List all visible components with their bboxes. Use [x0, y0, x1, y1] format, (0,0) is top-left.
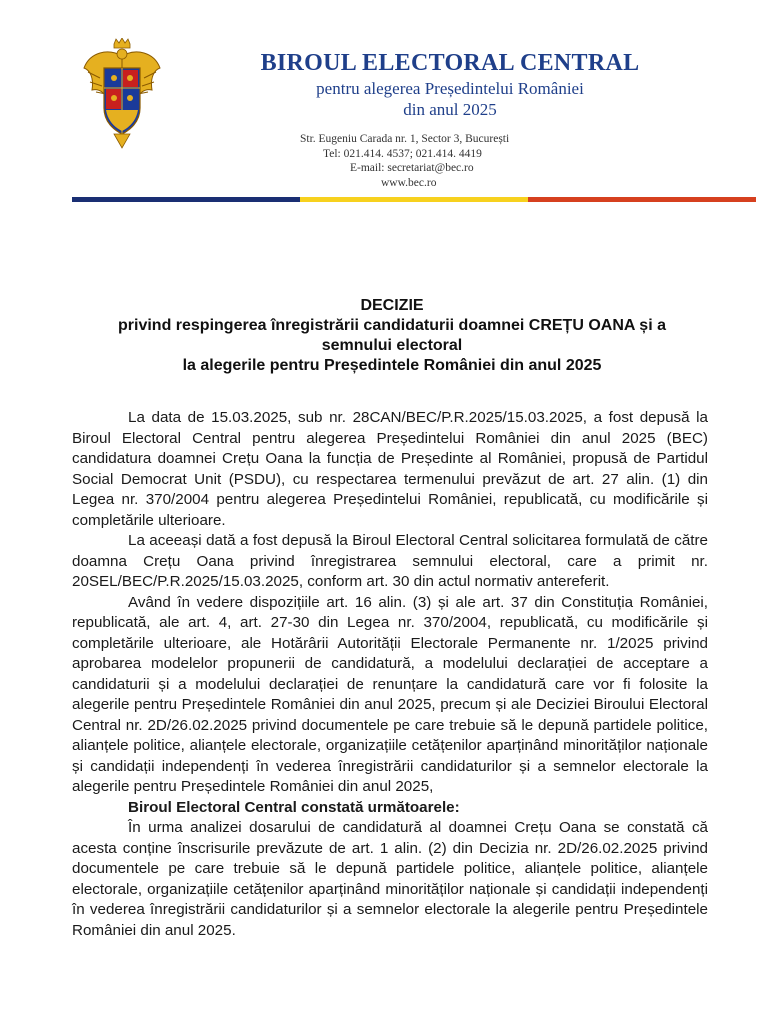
org-title: BIROUL ELECTORAL CENTRAL: [260, 50, 640, 76]
email: E-mail: secretariat@bec.ro: [350, 162, 474, 174]
flag-blue-stripe: [72, 197, 300, 202]
document-body: [72, 408, 708, 941]
flag-red-stripe: [528, 197, 756, 202]
flag-yellow-stripe: [300, 197, 528, 202]
document-title: [72, 296, 712, 376]
paragraph: La data de 15.03.2025, sub nr. 28CAN/BEC/P.R.2025/15.03.2025, a fost depusă la Biroul Electoral Central pentru alegerea Președintelui României din anul 2025 (BEC) candidatura doamnei Crețu Oana la funcția de Președinte al României, propusă de Partidul Social Democrat Unit (PSDU), cu respectarea termenului prevăzut de art. 27 alin. (1) din Legea nr. 370/2004 pentru alegerea Președintelui României, republicată, cu modificările și completările ulterioare.: [72, 409, 708, 529]
website: www.bec.ro: [381, 176, 437, 189]
flag-divider: [72, 197, 756, 202]
letterhead: [190, 48, 710, 120]
coat-of-arms-icon: [80, 38, 164, 150]
paragraph: În urma analizei dosarului de candidatură al doamnei Crețu Oana se constată că acesta conține înscrisurile prevăzute de art. 1 alin. (2) din Decizia nr. 2D/26.02.2025 privind documentele pe care trebuie să le depună partidele politice, alianțele politice, alianțele electorale, organizațiile cetățenilor aparținând minorităților naționale și candidații independenți în vederea înregistrării candidaturilor și a semnelor electorale la alegerile pentru Președintele României din anul 2025.: [72, 819, 708, 939]
paragraph: Având în vedere dispozițiile art. 16 alin. (3) și ale art. 37 din Constituția României, republicată, ale art. 4, art. 27-30 din Legea nr. 370/2004, republicată, cu modificările și completările ulterioare, ale Hotărârii Autorității Electorale Permanente nr. 1/2025 privind aprobarea modelelor propunerii de candidatură, a modelului declarației de acceptare a candidaturii și a modelului declarației de renunțare la candidatură care vor fi folosite la alegerile pentru Președintele României din anul 2025, precum și ale Deciziei Biroului Electoral Central nr. 2D/26.02.2025 privind documentele pe care trebuie să le depună partidele politice, alianțele politice, alianțele electorale, organizațiile cetățenilor aparținând minorităților naționale și candidații independenți în vederea înregistrării candidaturilor și a semnelor electorale la alegerile pentru Președintele României din anul 2025,: [72, 593, 708, 795]
address: Str. Eugeniu Carada nr. 1, Sector 3, București: [300, 133, 510, 145]
title-line-2: privind respingerea înregistrării candidaturii doamnei CREȚU OANA și a: [118, 317, 666, 334]
section-heading: Biroul Electoral Central constată următoarele:: [128, 798, 460, 816]
title-line-1: DECIZIE: [360, 297, 424, 314]
title-line-4: la alegerile pentru Președintele României din anul 2025: [182, 357, 602, 374]
phone: Tel: 021.414. 4537; 021.414. 4419: [323, 147, 482, 160]
org-subtitle-line-2: din anul 2025: [403, 100, 497, 119]
org-subtitle-line-1: pentru alegerea Președintelui României: [316, 79, 584, 98]
paragraph: La aceeași dată a fost depusă la Biroul Electoral Central solicitarea formulată de către doamna Crețu Oana privind înregistrarea semnului electoral, care a primit nr. 20SEL/BEC/P.R.2025/15.03.2025, conform art. 30 din actul normativ antereferit.: [72, 532, 708, 590]
title-line-3: semnului electoral: [321, 337, 463, 354]
contact-block: [300, 132, 680, 190]
